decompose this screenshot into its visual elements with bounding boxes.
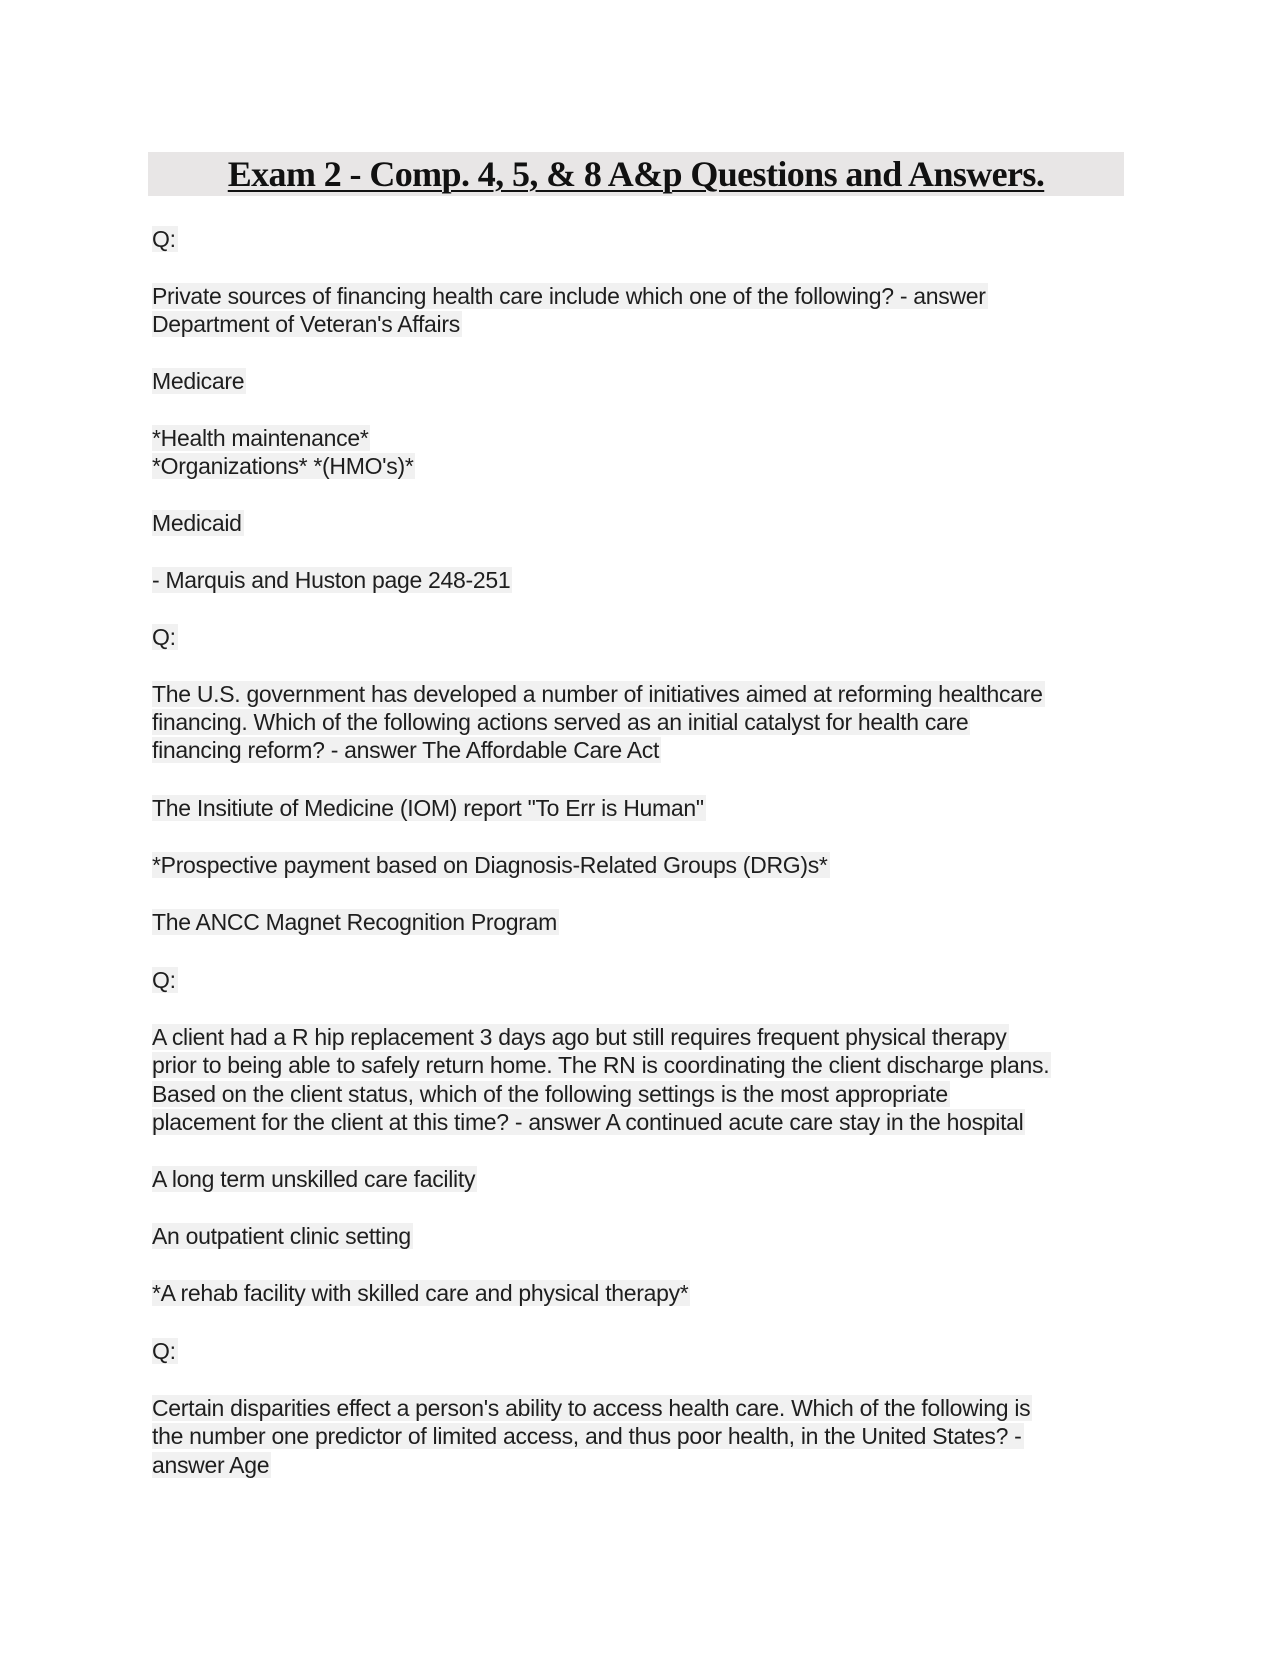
question-marker: Q: (152, 226, 176, 252)
question-text: Certain disparities effect a person's ability to access health care. Which of the following is (152, 1395, 1031, 1421)
answer-option: The Insitiute of Medicine (IOM) report "To Err is Human" (152, 795, 704, 821)
answer-option: An outpatient clinic setting (152, 1223, 411, 1249)
title-banner (148, 152, 1124, 196)
answer-option: Medicare (152, 368, 245, 394)
question-text: Based on the client status, which of the following settings is the most appropriate (152, 1081, 948, 1107)
document-title: Exam 2 - Comp. 4, 5, & 8 A&p Questions and Answers. (227, 154, 1045, 194)
correct-answer: *Health maintenance* (152, 425, 369, 451)
question-marker: Q: (152, 967, 176, 993)
answer-option: Department of Veteran's Affairs (152, 311, 460, 337)
question-text: answer Age (152, 1452, 270, 1478)
correct-answer: *Organizations* *(HMO's)* (152, 453, 414, 479)
answer-option: Medicaid (152, 510, 242, 536)
question-text: A client had a R hip replacement 3 days ago but still requires frequent physical therapy (152, 1024, 1007, 1050)
question-marker: Q: (152, 624, 176, 650)
question-text: prior to being able to safely return home. The RN is coordinating the client discharge plans. (152, 1052, 1050, 1078)
answer-option: The ANCC Magnet Recognition Program (152, 909, 557, 935)
reference-note: - Marquis and Huston page 248-251 (152, 567, 511, 593)
question-marker: Q: (152, 1338, 176, 1364)
question-text: Private sources of financing health care include which one of the following? - answer (152, 283, 986, 309)
question-text: financing reform? - answer The Affordable Care Act (152, 737, 660, 763)
question-text: the number one predictor of limited access, and thus poor health, in the United States? - (152, 1423, 1022, 1449)
correct-answer: *Prospective payment based on Diagnosis-Related Groups (DRG)s* (152, 852, 828, 878)
question-text: The U.S. government has developed a number of initiatives aimed at reforming healthcare (152, 681, 1043, 707)
question-text: placement for the client at this time? - answer A continued acute care stay in the hospital (152, 1109, 1024, 1135)
correct-answer: *A rehab facility with skilled care and physical therapy* (152, 1280, 689, 1306)
question-text: financing. Which of the following actions served as an initial catalyst for health care (152, 709, 969, 735)
answer-option: A long term unskilled care facility (152, 1166, 476, 1192)
